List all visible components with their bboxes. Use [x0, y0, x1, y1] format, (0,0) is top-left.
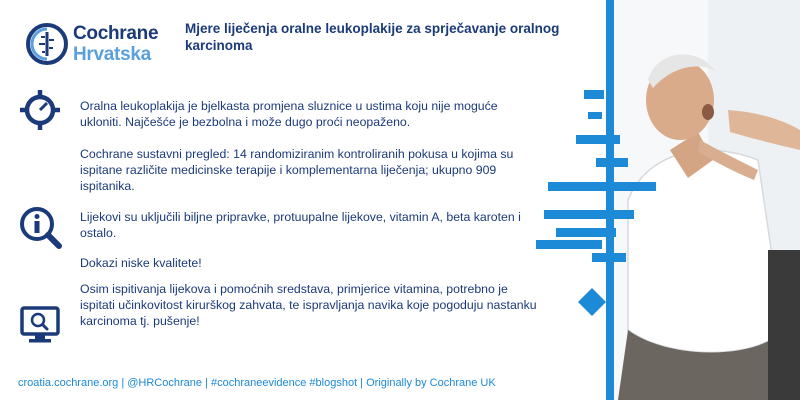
- paragraph-review: Cochrane sustavni pregled: 14 randomiziranim kontroliranih pokusa u kojima su ispitane različite medicinske terapije i komplementarna liječenja; ukupno 909 ispitanika.: [80, 147, 514, 193]
- monitor-search-icon: [18, 303, 62, 347]
- info-search-icon: [18, 205, 62, 249]
- page-title: Mjere liječenja oralne leukoplakije za sprječavanje oralnog karcinoma: [185, 21, 560, 53]
- decorative-stripes: [520, 0, 660, 400]
- cochrane-logo: [25, 20, 165, 68]
- footer-links: croatia.cochrane.org | @HRCochrane | #cochraneevidence #blogshot | Originally by Cochrane UK: [18, 377, 496, 389]
- paragraph-evidence-quality: Dokazi niske kvalitete!: [80, 256, 202, 270]
- target-icon: [18, 88, 62, 132]
- logo-subtitle: Hrvatska: [73, 44, 151, 65]
- paragraph-medications: Lijekovi su uključili biljne pripravke, protuupalne lijekove, vitamin A, beta karoten i ostalo.: [80, 210, 521, 240]
- paragraph-definition: Oralna leukoplakija je bjelkasta promjena sluznice u ustima koju nije moguće ukloniti. Najčešće je bezbolna i može dugo proći neopaženo.: [80, 99, 498, 129]
- cochrane-logo-icon: [25, 22, 69, 66]
- logo-title: Cochrane: [73, 23, 159, 44]
- paragraph-conclusion: Osim ispitivanja lijekova i pomoćnih sredstava, primjerice vitamina, potrebno je ispitati učinkovitost kirurškog zahvata, te ispravljanja navika koje pogoduju nastanku karcinoma tj. pušenje!: [80, 282, 537, 328]
